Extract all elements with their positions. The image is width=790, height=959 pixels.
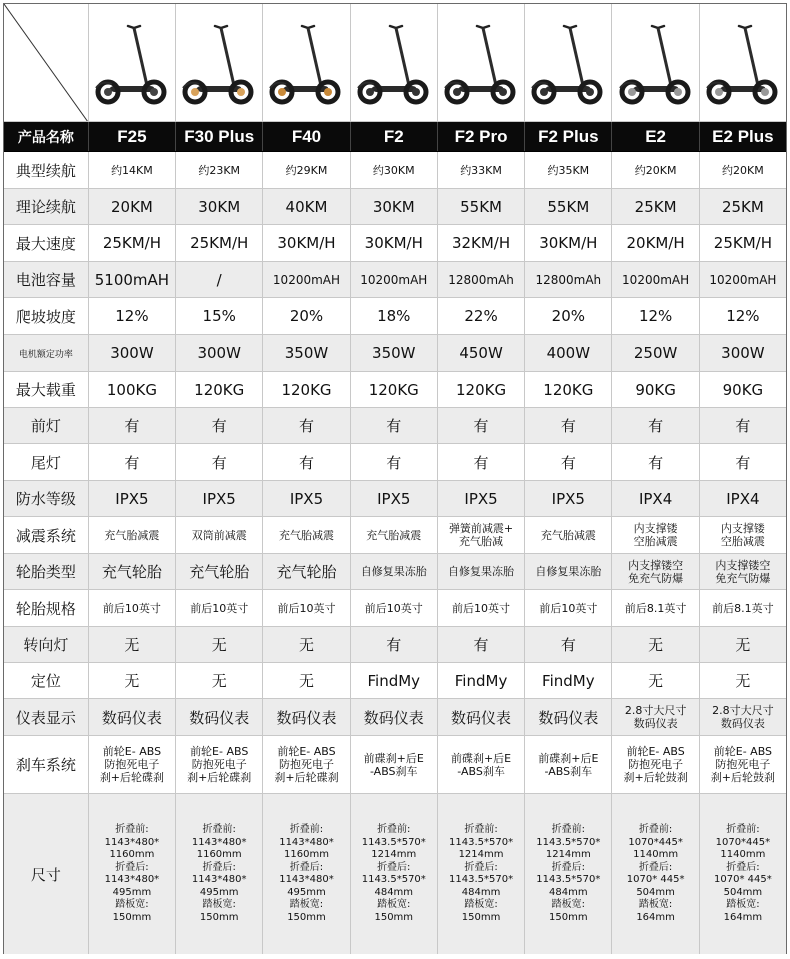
spec-value: 25KM — [699, 189, 786, 224]
spec-value: 数码仪表 — [350, 699, 437, 735]
spec-value: 10200mAH — [262, 262, 349, 297]
spec-value: 20KM/H — [611, 225, 698, 261]
spec-value: 25KM — [611, 189, 698, 224]
spec-value: 数码仪表 — [262, 699, 349, 735]
spec-value: 120KG — [524, 372, 611, 407]
spec-value: 有 — [524, 627, 611, 662]
spec-row — [4, 298, 786, 335]
corner-diagonal-cell — [4, 4, 88, 121]
spec-value: IPX4 — [611, 481, 698, 516]
spec-label: 电机额定功率 — [18, 349, 73, 360]
spec-value: 数码仪表 — [175, 699, 262, 735]
spec-value: 约33KM — [437, 152, 524, 188]
spec-label: 爬坡坡度 — [15, 307, 76, 326]
spec-value: 450W — [437, 335, 524, 371]
spec-value: 内支撑镂 空胎减震 — [611, 517, 698, 553]
spec-value: 30KM — [350, 189, 437, 224]
spec-value: 300W — [699, 335, 786, 371]
spec-value: 120KG — [175, 372, 262, 407]
spec-value: 折叠前: 1143.5*570* 1214mm 折叠后: 1143.5*570* 484mm 踏板宽: 150mm — [437, 794, 524, 954]
spec-value: 有 — [437, 408, 524, 443]
spec-value: 前碟刹+后E -ABS刹车 — [350, 736, 437, 793]
scooter-icon — [179, 18, 259, 108]
spec-value: 有 — [699, 444, 786, 480]
spec-value: 30KM — [175, 189, 262, 224]
spec-value: 10200mAH — [699, 262, 786, 297]
spec-value: 前后10英寸 — [350, 590, 437, 626]
spec-value: 约23KM — [175, 152, 262, 188]
spec-row — [4, 699, 786, 736]
spec-value: 充气轮胎 — [88, 554, 175, 589]
spec-value: 90KG — [611, 372, 698, 407]
model-name: F25 — [88, 122, 175, 151]
scooter-icon — [266, 18, 346, 108]
spec-value: 无 — [699, 663, 786, 698]
model-name: F2 Pro — [437, 122, 524, 151]
spec-value: 无 — [175, 627, 262, 662]
spec-value: 90KG — [699, 372, 786, 407]
spec-value: 32KM/H — [437, 225, 524, 261]
model-name: F2 Plus — [524, 122, 611, 151]
spec-label: 定位 — [30, 672, 61, 690]
spec-row — [4, 372, 786, 408]
spec-value: 30KM/H — [262, 225, 349, 261]
spec-value: 内支撑镂 空胎减震 — [699, 517, 786, 553]
scooter-icon — [528, 18, 608, 108]
spec-value: 250W — [611, 335, 698, 371]
spec-label: 仪表显示 — [15, 708, 76, 727]
spec-value: 数码仪表 — [437, 699, 524, 735]
spec-row — [4, 262, 786, 298]
scooter-f2plus-image-cell — [524, 4, 611, 121]
spec-label: 减震系统 — [15, 526, 76, 545]
spec-value: 有 — [350, 444, 437, 480]
spec-value: FindMy — [524, 663, 611, 698]
scooter-icon — [703, 18, 783, 108]
spec-value: 前后10英寸 — [437, 590, 524, 626]
spec-value: 折叠前: 1143.5*570* 1214mm 折叠后: 1143.5*570* 484mm 踏板宽: 150mm — [350, 794, 437, 954]
spec-value: 前轮E- ABS 防抱死电子 刹+后轮鼓刹 — [611, 736, 698, 793]
spec-value: 12800mAh — [437, 262, 524, 297]
spec-value: 无 — [262, 663, 349, 698]
spec-value: 20% — [262, 298, 349, 334]
model-name: E2 — [611, 122, 698, 151]
spec-value: 无 — [262, 627, 349, 662]
spec-value: / — [175, 262, 262, 297]
spec-value: 有 — [524, 408, 611, 443]
spec-value: 有 — [262, 444, 349, 480]
spec-value: 自修复果冻胎 — [350, 554, 437, 589]
spec-value: 约20KM — [611, 152, 698, 188]
spec-row — [4, 152, 786, 189]
scooter-icon — [354, 18, 434, 108]
spec-label: 刹车系统 — [15, 756, 76, 774]
scooter-icon — [616, 18, 696, 108]
spec-value: 有 — [611, 444, 698, 480]
spec-value: 55KM — [524, 189, 611, 224]
spec-value: 400W — [524, 335, 611, 371]
spec-row — [4, 736, 786, 794]
spec-row — [4, 408, 786, 444]
spec-value: IPX5 — [524, 481, 611, 516]
spec-label: 轮胎类型 — [15, 563, 76, 581]
spec-row — [4, 627, 786, 663]
spec-label: 最大速度 — [15, 234, 76, 253]
scooter-icon — [92, 18, 172, 108]
spec-label: 尾灯 — [30, 453, 61, 472]
spec-row — [4, 794, 786, 954]
spec-value: 20KM — [88, 189, 175, 224]
spec-value: 前后8.1英寸 — [611, 590, 698, 626]
spec-value: 有 — [437, 444, 524, 480]
spec-value: 12% — [611, 298, 698, 334]
spec-value: 折叠前: 1143.5*570* 1214mm 折叠后: 1143.5*570* 484mm 踏板宽: 150mm — [524, 794, 611, 954]
spec-value: 前轮E- ABS 防抱死电子 刹+后轮碟刹 — [262, 736, 349, 793]
spec-value: 前碟刹+后E -ABS刹车 — [437, 736, 524, 793]
spec-value: 25KM/H — [175, 225, 262, 261]
spec-value: 前后10英寸 — [88, 590, 175, 626]
spec-label: 理论续航 — [15, 198, 76, 216]
spec-value: 约29KM — [262, 152, 349, 188]
spec-value: 无 — [699, 627, 786, 662]
spec-value: 350W — [350, 335, 437, 371]
scooter-f30plus-image-cell — [175, 4, 262, 121]
spec-value: 10200mAH — [350, 262, 437, 297]
spec-label: 防水等级 — [15, 490, 76, 508]
header-row — [4, 122, 786, 152]
scooter-f40-image-cell — [262, 4, 349, 121]
spec-value: 充气胎减震 — [524, 517, 611, 553]
spec-value: 折叠前: 1143*480* 1160mm 折叠后: 1143*480* 495mm 踏板宽: 150mm — [175, 794, 262, 954]
spec-label: 转向灯 — [23, 636, 69, 654]
spec-value: 有 — [611, 408, 698, 443]
spec-value: 有 — [350, 627, 437, 662]
spec-value: 前后8.1英寸 — [699, 590, 786, 626]
spec-value: 前后10英寸 — [175, 590, 262, 626]
spec-value: 30KM/H — [524, 225, 611, 261]
spec-value: 2.8寸大尺寸 数码仪表 — [699, 699, 786, 735]
spec-value: 有 — [175, 408, 262, 443]
spec-value: 有 — [524, 444, 611, 480]
spec-value: 有 — [88, 444, 175, 480]
spec-row — [4, 335, 786, 372]
spec-value: 自修复果冻胎 — [524, 554, 611, 589]
spec-value: 有 — [350, 408, 437, 443]
spec-value: 350W — [262, 335, 349, 371]
spec-value: 内支撑镂空 免充气防爆 — [611, 554, 698, 589]
spec-value: 有 — [88, 408, 175, 443]
model-name: F2 — [350, 122, 437, 151]
spec-row — [4, 554, 786, 590]
spec-value: FindMy — [437, 663, 524, 698]
spec-value: 无 — [611, 663, 698, 698]
spec-value: 前轮E- ABS 防抱死电子 刹+后轮鼓刹 — [699, 736, 786, 793]
spec-value: 充气轮胎 — [262, 554, 349, 589]
spec-value: 120KG — [350, 372, 437, 407]
spec-value: 40KM — [262, 189, 349, 224]
spec-value: 自修复果冻胎 — [437, 554, 524, 589]
spec-value: 约30KM — [350, 152, 437, 188]
spec-value: 有 — [175, 444, 262, 480]
spec-value: 充气胎减震 — [350, 517, 437, 553]
spec-value: 折叠前: 1143*480* 1160mm 折叠后: 1143*480* 495mm 踏板宽: 150mm — [88, 794, 175, 954]
spec-value: 无 — [88, 627, 175, 662]
spec-value: IPX5 — [262, 481, 349, 516]
scooter-e2-image-cell — [611, 4, 698, 121]
spec-value: 双筒前减震 — [175, 517, 262, 553]
spec-value: 数码仪表 — [88, 699, 175, 735]
spec-value: 55KM — [437, 189, 524, 224]
spec-value: FindMy — [350, 663, 437, 698]
diagonal-line-icon — [4, 4, 88, 121]
spec-value: 12800mAh — [524, 262, 611, 297]
spec-value: 25KM/H — [88, 225, 175, 261]
spec-value: 300W — [175, 335, 262, 371]
spec-row — [4, 590, 786, 627]
spec-value: 约20KM — [699, 152, 786, 188]
spec-value: 前后10英寸 — [524, 590, 611, 626]
spec-value: 120KG — [437, 372, 524, 407]
spec-row — [4, 481, 786, 517]
spec-value: 2.8寸大尺寸 数码仪表 — [611, 699, 698, 735]
spec-value: 前后10英寸 — [262, 590, 349, 626]
spec-value: 22% — [437, 298, 524, 334]
spec-value: IPX5 — [88, 481, 175, 516]
spec-label: 尺寸 — [30, 865, 61, 884]
spec-value: 前轮E- ABS 防抱死电子 刹+后轮碟刹 — [175, 736, 262, 793]
spec-value: 无 — [175, 663, 262, 698]
spec-value: 数码仪表 — [524, 699, 611, 735]
spec-value: 10200mAH — [611, 262, 698, 297]
spec-value: 12% — [699, 298, 786, 334]
model-name: F40 — [262, 122, 349, 151]
spec-value: 30KM/H — [350, 225, 437, 261]
spec-value: 折叠前: 1070*445* 1140mm 折叠后: 1070* 445* 504mm 踏板宽: 164mm — [699, 794, 786, 954]
spec-value: 无 — [88, 663, 175, 698]
spec-value: 约35KM — [524, 152, 611, 188]
spec-value: 18% — [350, 298, 437, 334]
spec-label: 电池容量 — [15, 271, 76, 289]
spec-value: 300W — [88, 335, 175, 371]
scooter-f2pro-image-cell — [437, 4, 524, 121]
image-row — [4, 4, 786, 122]
spec-rows — [4, 152, 786, 954]
spec-value: 有 — [437, 627, 524, 662]
spec-value: IPX5 — [437, 481, 524, 516]
spec-value: IPX4 — [699, 481, 786, 516]
model-name: F30 Plus — [175, 122, 262, 151]
spec-value: 约14KM — [88, 152, 175, 188]
spec-value: 12% — [88, 298, 175, 334]
spec-value: 5100mAH — [88, 262, 175, 297]
spec-label: 轮胎规格 — [15, 599, 76, 618]
spec-row — [4, 189, 786, 225]
spec-value: 弹簧前减震+ 充气胎减 — [437, 517, 524, 553]
spec-value: 前轮E- ABS 防抱死电子 刹+后轮碟刹 — [88, 736, 175, 793]
spec-value: 有 — [699, 408, 786, 443]
spec-value: 充气胎减震 — [262, 517, 349, 553]
spec-value: 折叠前: 1070*445* 1140mm 折叠后: 1070* 445* 504mm 踏板宽: 164mm — [611, 794, 698, 954]
spec-row — [4, 517, 786, 554]
spec-label: 典型续航 — [15, 161, 76, 180]
spec-comparison-table — [3, 3, 787, 954]
spec-value: 20% — [524, 298, 611, 334]
model-name: E2 Plus — [699, 122, 786, 151]
spec-value: 100KG — [88, 372, 175, 407]
spec-value: IPX5 — [350, 481, 437, 516]
spec-value: 充气轮胎 — [175, 554, 262, 589]
scooter-e2plus-image-cell — [699, 4, 786, 121]
spec-value: 内支撑镂空 免充气防爆 — [699, 554, 786, 589]
spec-value: 15% — [175, 298, 262, 334]
scooter-f25-image-cell — [88, 4, 175, 121]
spec-value: 120KG — [262, 372, 349, 407]
spec-value: 25KM/H — [699, 225, 786, 261]
spec-label: 前灯 — [30, 417, 61, 435]
spec-value: IPX5 — [175, 481, 262, 516]
spec-row — [4, 444, 786, 481]
spec-row — [4, 225, 786, 262]
spec-value: 充气胎减震 — [88, 517, 175, 553]
header-label: 产品名称 — [17, 129, 74, 146]
spec-row — [4, 663, 786, 699]
spec-value: 有 — [262, 408, 349, 443]
scooter-f2-image-cell — [350, 4, 437, 121]
spec-value: 无 — [611, 627, 698, 662]
spec-value: 折叠前: 1143*480* 1160mm 折叠后: 1143*480* 495mm 踏板宽: 150mm — [262, 794, 349, 954]
spec-value: 前碟刹+后E -ABS刹车 — [524, 736, 611, 793]
scooter-icon — [441, 18, 521, 108]
spec-label: 最大载重 — [15, 381, 76, 399]
